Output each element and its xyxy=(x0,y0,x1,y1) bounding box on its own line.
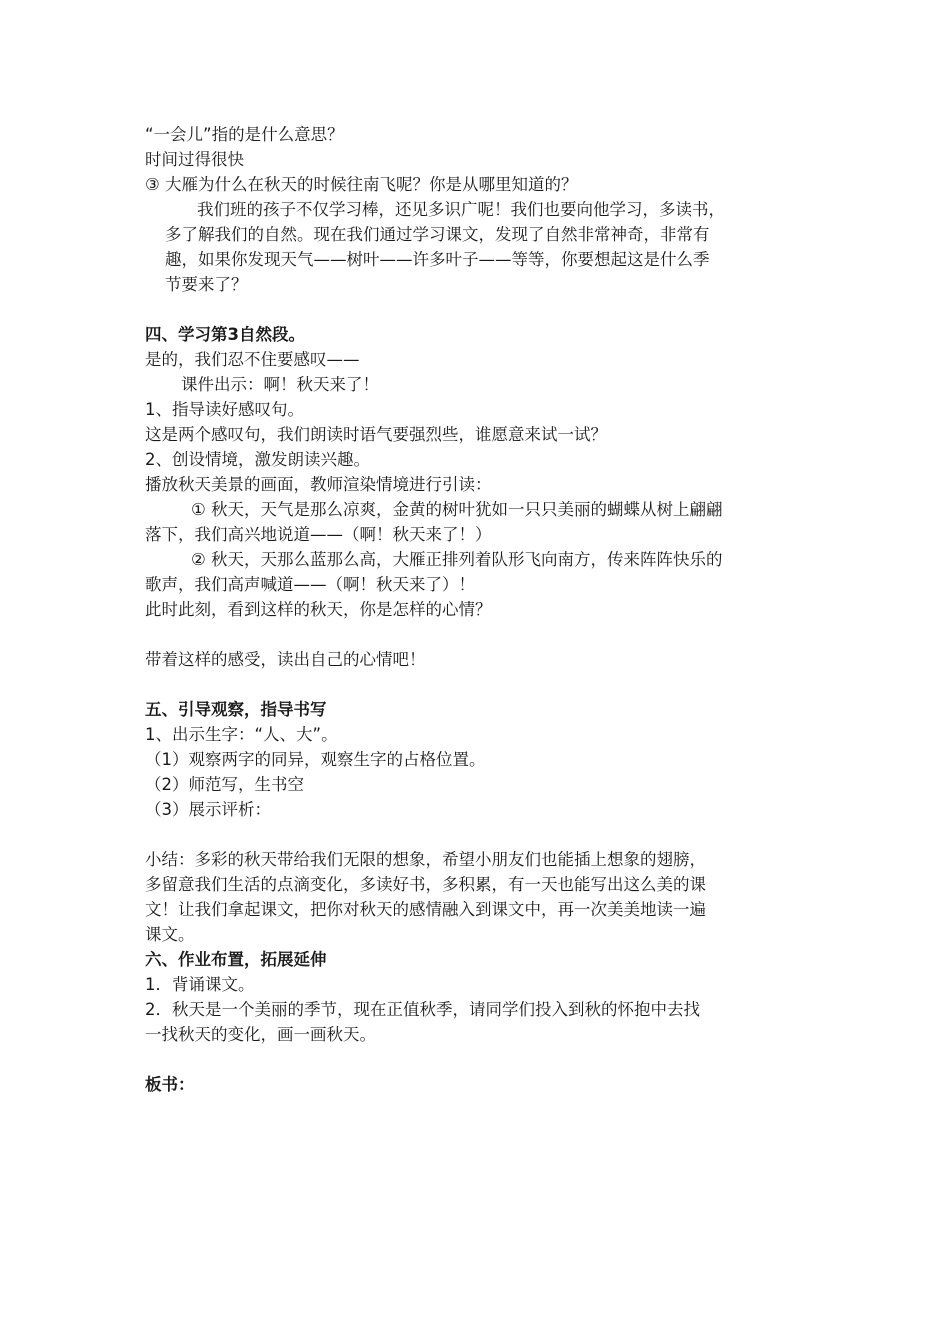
section-heading: 五、引导观察，指导书写 xyxy=(145,700,327,719)
text-line: 2．秋天是一个美丽的季节，现在正值秋季，请同学们投入到秋的怀抱中去找 xyxy=(145,1000,700,1019)
text-line: 2、创设情境，激发朗读兴趣。 xyxy=(145,450,370,469)
text-line: 歌声，我们高声喊道——（啊！秋天来了）！ xyxy=(145,575,475,594)
board-heading: 板书： xyxy=(145,1075,195,1094)
section-heading: 六、作业布置，拓展延伸 xyxy=(145,950,327,969)
summary-line: 文！让我们拿起课文，把你对秋天的感情融入到课文中，再一次美美地读一遍 xyxy=(145,900,706,919)
text-line: 1、出示生字：“人、大”。 xyxy=(145,725,338,744)
text-line: 这是两个感叹句，我们朗读时语气要强烈些，谁愿意来试一试？ xyxy=(145,425,607,444)
text-line: 是的，我们忍不住要感叹—— xyxy=(145,350,360,369)
text-line: 一找秋天的变化，画一画秋天。 xyxy=(145,1025,376,1044)
paragraph-line: 多了解我们的自然。现在我们通过学习课文，发现了自然非常神奇，非常有 xyxy=(165,225,710,244)
text-line: 课件出示：啊！秋天来了！ xyxy=(181,375,379,394)
text-line: ② 秋天，天那么蓝那么高，大雁正排列着队形飞向南方，传来阵阵快乐的 xyxy=(191,550,723,569)
text-line: ① 秋天，天气是那么凉爽，金黄的树叶犹如一只只美丽的蝴蝶从树上翩翩 xyxy=(191,500,723,519)
paragraph-line: 我们班的孩子不仅学习棒，还见多识广呢！我们也要向他学习，多读书， xyxy=(197,200,725,219)
text-line: （3）展示评析： xyxy=(145,800,271,819)
text-line: 1、指导读好感叹句。 xyxy=(145,400,304,419)
document-page xyxy=(145,122,815,1097)
text-line: 此时此刻，看到这样的秋天，你是怎样的心情？ xyxy=(145,600,492,619)
text-line: 落下，我们高兴地说道——（啊！秋天来了！） xyxy=(145,525,492,544)
question-line: “一会儿”指的是什么意思？ xyxy=(145,125,344,144)
text-line: （2）师范写，生书空 xyxy=(145,775,304,794)
question-line: ③ 大雁为什么在秋天的时候往南飞呢？你是从哪里知道的？ xyxy=(145,175,578,194)
summary-line: 多留意我们生活的点滴变化，多读好书，多积累，有一天也能写出这么美的课 xyxy=(145,875,706,894)
text-line: 1．背诵课文。 xyxy=(145,975,255,994)
paragraph-line: 趣，如果你发现天气——树叶——许多叶子——等等，你要想起这是什么季 xyxy=(165,250,710,269)
summary-line: 小结：多彩的秋天带给我们无限的想象，希望小朋友们也能插上想象的翅膀， xyxy=(145,850,706,869)
text-line: （1）观察两字的同异，观察生字的占格位置。 xyxy=(145,750,486,769)
text-line: 带着这样的感受，读出自己的心情吧！ xyxy=(145,650,426,669)
summary-line: 课文。 xyxy=(145,925,195,944)
paragraph-line: 节要来了？ xyxy=(165,275,248,294)
text-line: 播放秋天美景的画面，教师渲染情境进行引读： xyxy=(145,475,492,494)
section-heading: 四、学习第3自然段。 xyxy=(145,325,305,344)
answer-line: 时间过得很快 xyxy=(145,150,244,169)
